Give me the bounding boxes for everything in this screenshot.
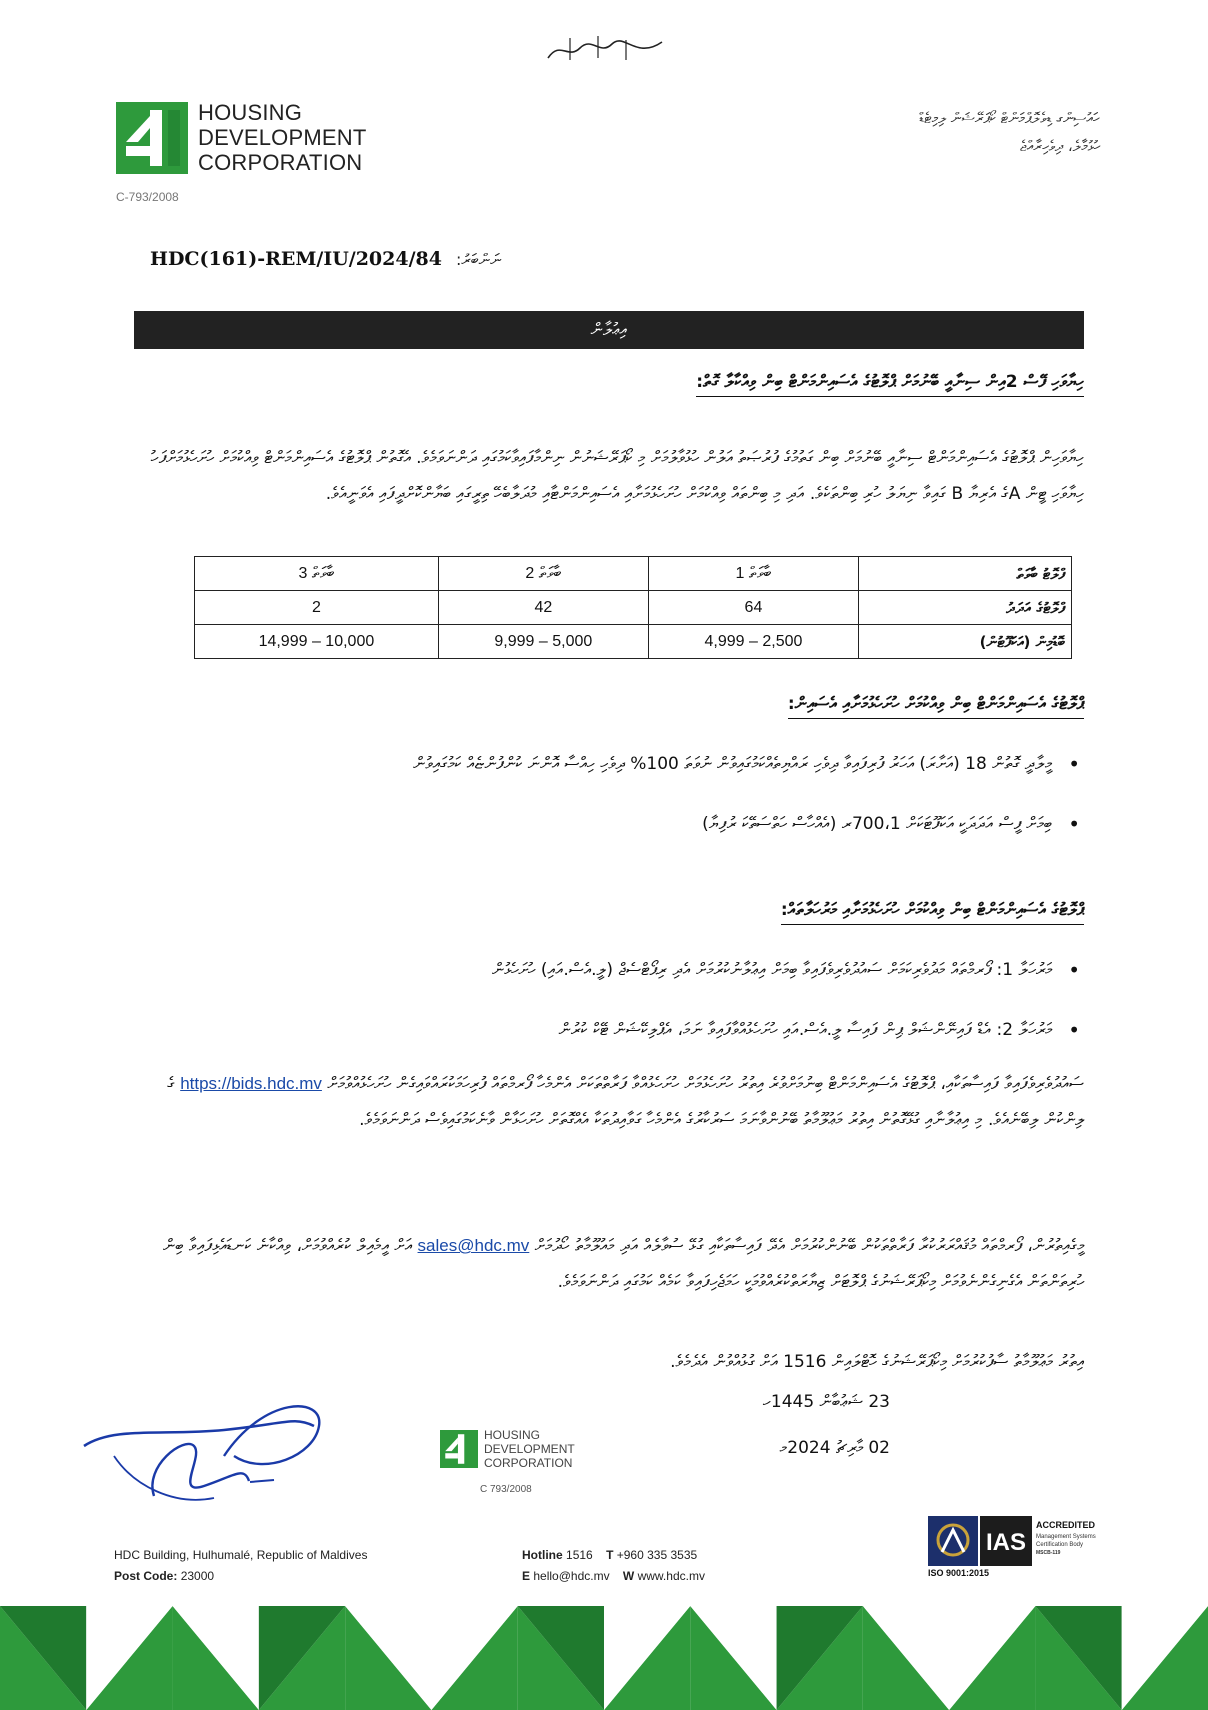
sales-email-link[interactable]: sales@hdc.mv [417, 1236, 530, 1255]
stamp-line: HOUSING [484, 1428, 541, 1442]
org-name-dhivehi [800, 104, 1100, 160]
table-header-cell: ބާވަތް 3 [195, 557, 439, 591]
table-row-label: ބޮޑުމިން (އަކަފޫޓުން) [859, 625, 1072, 659]
stamp-line: DEVELOPMENT [484, 1442, 575, 1456]
hotline-value: 1516 [566, 1548, 593, 1562]
footer-phone-line [522, 1545, 705, 1566]
hdc-logo-mark [440, 1430, 478, 1468]
footer-address [114, 1545, 367, 1587]
bismillah-calligraphy [540, 30, 670, 70]
list-item: • މީލާދީ ގޮތުން 18 (އަށާރަ) އަހަރު ފުރިފައިވާ ދިވެހި ރައްޔިތެއްކަމުގައިވުން ނުވަތަ 100% ދިވެހި ހިއްސާ އޮންނަ ކުންފުންޏެއް ކަމުގައިވުން [164, 746, 1084, 782]
date-hijri: 23 ޝަޢުބާން 1445ހ [762, 1392, 890, 1412]
table-row-label: ފްލޮޓުގެ އަދަދު [859, 591, 1072, 625]
company-stamp [440, 1428, 575, 1470]
date-gregorian: 02 މާރިޗު 2024މ [779, 1438, 890, 1458]
table-cell: 2 [195, 591, 439, 625]
footer-website-link[interactable]: www.hdc.mv [637, 1569, 705, 1583]
hdc-logo-mark [116, 102, 188, 174]
plot-category-table [194, 556, 1072, 659]
table-header-cell: ފްލޮޓު ބާވަތް [859, 557, 1072, 591]
paragraph-text: ގެ ލިންކުން ލިބޭނެއެވެ. މި އިޢުލާނާއި ގުޅޭގޮތުން އިތުރު މަޢުލޫމާތު ބޭނުންވާނަމަ ސަރުކާރުގެ އެންމެހާ ގަވާއިދުތަކާ އެއްގޮތަށް ހުށަހަޅާން ވާނެކަމުގައިވެސް ދަންނަވަމެވެ. [167, 1074, 1084, 1130]
closing-line: އިތުރު މަޢުލޫމާތު ސާފުކުރުމަށް މިކޯޕަރޭޝަނުގެ ހޮޓްލައިން 1516 އަށް ގުޅުއްވުން އެދެމެވެ. [670, 1352, 1084, 1372]
heading-text: ޕްލޮޓުގެ އެސައިންމަންޓް ބިން ވިއްކުމަށް ހުށަހެޅުމަށާއި މަރުހަލާތައް: [781, 900, 1084, 925]
phone-label: T [606, 1548, 614, 1562]
footer-address-line: HDC Building, Hulhumalé, Republic of Maldives [114, 1548, 368, 1562]
table-header-cell: ބާވަތް 1 [648, 557, 858, 591]
table-cell: 5,000 – 9,999 [438, 625, 648, 659]
bids-portal-link[interactable]: https://bids.hdc.mv [180, 1074, 322, 1093]
table-cell: 10,000 – 14,999 [195, 625, 439, 659]
accredited-desc-1: Management Systems [1036, 1534, 1096, 1540]
table-row [195, 625, 1072, 659]
list-item: • މަރުހަލާ 2: އެޑް ފައިނޭންޝަލް ޕިން ފައިސާ ލީ.އެސް.އައި ހުށަހެޅުއްވާފައިވާ ނަމަ، އެޕްލިކޭޝަން ޓޭކް ކުރުން [164, 1012, 1084, 1048]
banner-title: އިޢުލާން [590, 320, 628, 340]
table-header-row [195, 557, 1072, 591]
section-heading-stages [124, 900, 1084, 920]
reference-label: ނަންބަރު: [455, 250, 502, 269]
hdc-logo [116, 100, 366, 175]
org-address-line: ހުޅުމާލެ، ދިވެހިރާއްޖެ [1020, 137, 1100, 155]
footer-triangle-pattern [0, 1606, 1208, 1710]
reference-row [150, 248, 510, 270]
eligibility-list [164, 746, 1084, 866]
footer-contacts [522, 1545, 705, 1587]
logo-wordmark [198, 100, 366, 175]
web-label: W [622, 1569, 635, 1583]
stamp-wordmark [484, 1428, 575, 1470]
paragraph-text: ސައުދުވެރިވެފައިވާ ފައިސާތަކާއި، ޕްލޮޓުގެ އެސައިންމަންޓް ބިނުމަށްވުރެ އިތުރު ހުށަހެޅުމަށް ހުށަހެޅުއްވާ ފަރާތްތަކަށް އެންމެހާ ފޯރމްތައް ފުރިހަމަކުރައްވައިގެން ހުށަހެޅުއްވުމަށް [327, 1074, 1084, 1094]
accredited-code: MSCB-119 [1036, 1550, 1061, 1556]
stamp-registration: C 793/2008 [480, 1484, 532, 1495]
footer-postcode-line [114, 1566, 367, 1587]
table-row [195, 591, 1072, 625]
section-heading-eligibility [124, 694, 1084, 714]
stages-list [164, 952, 1084, 1072]
submission-paragraph [134, 1066, 1084, 1138]
paragraph-text: މީގެއިތުރުން، ފޯރމްތައް މުޤައްރަރުކުރާ ފަރާތްތަކުން ބޭނުންކުރުމަށް އެދޭ ފައިސާތަކާއި ގުޅޭ ސުވާލެއް އަދި މައުލޫމާތު ހޯދުމަށް [534, 1236, 1084, 1256]
intro-paragraph: ހިޔާވަހިން ޕްލޮޓުގެ އެސައިންމަންޓް ސިނާއީ ބޭނުމަށް ބިން ގަތުމުގެ ފުރުޞަތު އަލުން ހުޅުވާލުމަށް މި ކޯޕަރޭޝަނުން ނިންމާފައިވާކަމުގައި ދަންނަވަމެވެ. އެގޮތުން ޕްލޮޓުގެ އެސައިންމަންޓް ވިއްކުމަށް ހުށަހެޅުމަށްފަހު ހިޔާވަހި ޓީން Aގެ އެރިޔާ B ގައިވާ ނިޔަލު ހުރި ބިންތަކެވެ. އަދި މި ބިންތައް ވިއްކުމަށް ހުށަހެޅުމަށާއި އެސައިންމަންޓާއި މުދަލާބެހޭ ތިރީގައި ބަޔާންކޮށްދީފައި އެވަނީއެވެ. [150, 448, 1084, 504]
hotline-label: Hotline [522, 1548, 563, 1562]
company-registration: C-793/2008 [116, 190, 179, 204]
section-heading-sale [124, 372, 1084, 392]
logo-line: CORPORATION [198, 150, 363, 175]
accredited-text: ACCREDITED [1036, 1520, 1096, 1530]
reference-number: HDC(161)-REM/IU/2024/84 [150, 248, 442, 270]
postcode-label: Post Code: [114, 1569, 178, 1583]
phone-value: +960 335 3535 [616, 1548, 698, 1562]
accredited-desc-2: Certification Body [1036, 1542, 1084, 1548]
table-cell: 64 [648, 591, 858, 625]
inquiry-paragraph [134, 1228, 1084, 1300]
email-label: E [522, 1569, 531, 1583]
table-header-cell: ބާވަތް 2 [438, 557, 648, 591]
ias-iso-certification-badge [928, 1516, 1096, 1578]
iso-standard-text: ISO 9001:2015 [928, 1568, 990, 1578]
footer-email-link[interactable]: hello@hdc.mv [533, 1569, 610, 1583]
logo-line: DEVELOPMENT [198, 125, 367, 150]
ias-badge-text: IAS [985, 1529, 1027, 1556]
table-cell: 42 [438, 591, 648, 625]
heading-text: ޕްލޮޓުގެ އެސައިންމަންޓް ބިން ވިއްކުމަށް ހުށަހެޅުމަށާއި އެސައިން: [788, 694, 1084, 719]
list-item: • ބިމަށް ފީސް އަދަދަކީ އަކަފޫޓަކަށް 700،1ރ (އެއްހާސް ހަތްސަތޭކަ ރުފިޔާ) [164, 806, 1084, 842]
heading-text: ހިޔާވަހި ފޭސް 2އިން ސިނާއީ ބޭނުމަށް ޕްލޮޓުގެ އެސައިންމަންޓް ބިން ވިއްކާލާ ގޮތް: [696, 372, 1084, 397]
announcement-banner [134, 311, 1084, 349]
table-cell: 2,500 – 4,999 [648, 625, 858, 659]
signature-image [74, 1386, 334, 1526]
footer-web-line [522, 1566, 705, 1587]
paragraph-text: އަށް އީމެއިލް ކުރެއްވުމަށް، ވިއްކާނެ ކަނޑައެޅިފައިވާ ބިން ހުރިތަންތަން އެގެނިގެންނެވުމަށް މިކޯޕަރޭޝަނުގެ ޕްލޮޓަށް ޒިޔާރަތްކުރެއްވުމަކީ ހަމަޖެހިފައިވާ ކަމެއް ކަމުގައި ދަންނަވަމެވެ. [163, 1236, 1084, 1292]
logo-line: HOUSING [198, 100, 303, 125]
org-name-line: ހައުސިންގ ޑިވެލޮޕްމަންޓް ކޯޕަރޭޝަން ލިމިޓެޑް [919, 109, 1100, 127]
postcode-value: 23000 [180, 1569, 215, 1583]
stamp-line: CORPORATION [484, 1456, 573, 1470]
list-item: • މަރުހަލާ 1: ފޯރމްތައް މަދުވެރިކަމަށް ސައުދުވެރިވެފައިވާ ބިމަށް އިޢުލާނުކުރުމަށް އެދި ރިޕޯޓްސެޖް (ލީ.އެސް.އައި) ހުށަހެޅުން [164, 952, 1084, 988]
